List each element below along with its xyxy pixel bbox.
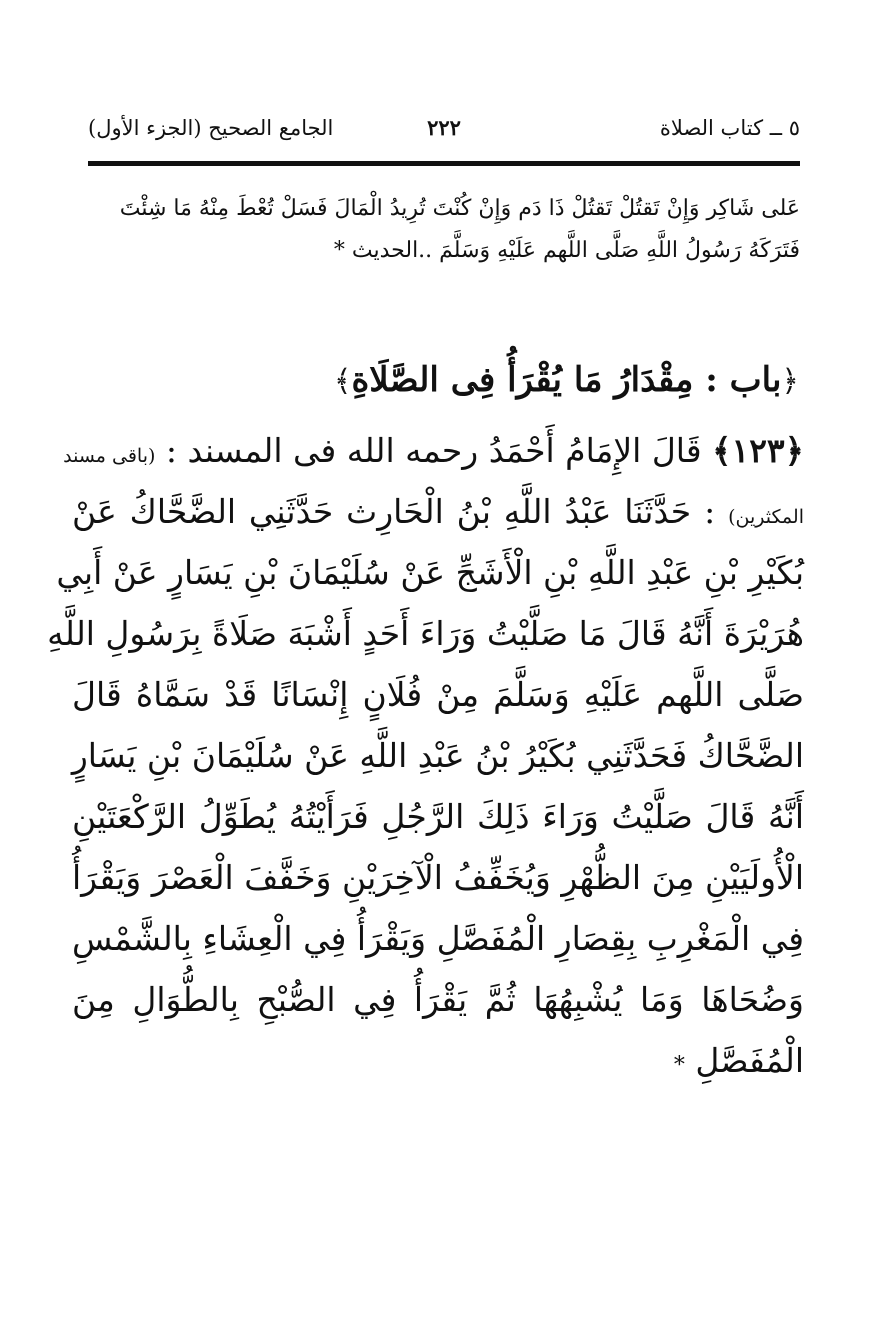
source-note: (باقى مسند: [63, 445, 156, 467]
hadith-line-last: [72, 1030, 804, 1091]
hadith-text: : حَدَّثَنَا عَبْدُ اللَّهِ بْنُ الْحَارِث حَدَّثَنِي الضَّحَّاكُ عَنْ: [72, 492, 716, 531]
header-chapter-title: ٥ ــ كتاب الصلاة: [659, 116, 800, 140]
hadith-line: [72, 481, 804, 542]
page-number: ٢٢٢: [427, 115, 461, 140]
header-book-title: الجامع الصحيح (الجزء الأول): [88, 116, 334, 140]
continuation-line-last: [88, 230, 800, 272]
hadith-line: [63, 420, 804, 481]
continuation-line: فَتَرَكَهُ رَسُولُ اللَّهِ صَلَّى اللَّهم عَلَيْهِ وَسَلَّمَ ..الحديث: [351, 238, 800, 263]
chapter-title: باب : مِقْدَارُ مَا يُقْرَأُ فِى الصَّلَاةِ: [351, 360, 782, 400]
hadith-line: بُكَيْرِ بْنِ عَبْدِ اللَّهِ بْنِ الْأَشَجِّ عَنْ سُلَيْمَانَ بْنِ يَسَارٍ عَنْ أَبِي: [56, 553, 804, 592]
continuation-paragraph: [88, 188, 800, 272]
hadith-intro: قَالَ الإِمَامُ أَحْمَدُ رحمه الله فى المسند :: [165, 431, 702, 470]
hadith-number: ﴿١٢٣﴾: [712, 431, 804, 470]
hadith-line: هُرَيْرَةَ أَنَّهُ قَالَ مَا صَلَّيْتُ وَرَاءَ أَحَدٍ أَشْبَهَ صَلَاةً بِرَسُولِ اللَّهِ: [47, 614, 804, 653]
hadith-line: أَنَّهُ قَالَ صَلَّيْتُ وَرَاءَ ذَلِكَ الرَّجُلِ فَرَأَيْتُهُ يُطَوِّلُ الرَّكْعَتَيْنِ: [72, 797, 804, 836]
end-star: *: [673, 1053, 685, 1078]
heading-ornament-open: ﴿: [781, 364, 799, 399]
hadith-line: فِي الْمَغْرِبِ بِقِصَارِ الْمُفَصَّلِ وَيَقْرَأُ فِي الْعِشَاءِ بِالشَّمْسِ: [72, 919, 804, 958]
hadith-line: الضَّحَّاكُ فَحَدَّثَنِي بُكَيْرُ بْنُ عَبْدِ اللَّهِ عَنْ سُلَيْمَانَ بْنِ يَسَارٍ: [71, 736, 804, 775]
hadith-text: الْمُفَصَّلِ: [695, 1041, 804, 1080]
hadith-line: صَلَّى اللَّهم عَلَيْهِ وَسَلَّمَ مِنْ فُلَانٍ إِنْسَانًا قَدْ سَمَّاهُ قَالَ: [72, 675, 804, 714]
hadith-line: وَضُحَاهَا وَمَا يُشْبِهُهَا ثُمَّ يَقْرَأُ فِي الصُّبْحِ بِالطُّوَالِ مِنَ: [72, 980, 804, 1019]
heading-ornament-close: ﴾: [333, 364, 352, 399]
header-rule: [88, 161, 800, 166]
continuation-line: عَلى شَاكِر وَإِنْ تَقتُلْ تَقتُلْ ذَا دَم وَإِنْ كُنْتَ تُرِيدُ الْمَالَ فَسَلْ تُعْطَ مِنْهُ مَا شِئْتَ: [119, 196, 800, 221]
hadith-body: [47, 420, 804, 1091]
end-star: *: [333, 238, 345, 263]
source-note-cont: المكثرين): [728, 506, 804, 528]
chapter-heading: [334, 352, 799, 410]
running-header: [88, 108, 800, 148]
hadith-line: الْأُولَيَيْنِ مِنَ الظُّهْرِ وَيُخَفِّفُ الْآخِرَيْنِ وَخَفَّفَ الْعَصْرَ وَيَقْرَأُ: [72, 858, 804, 897]
